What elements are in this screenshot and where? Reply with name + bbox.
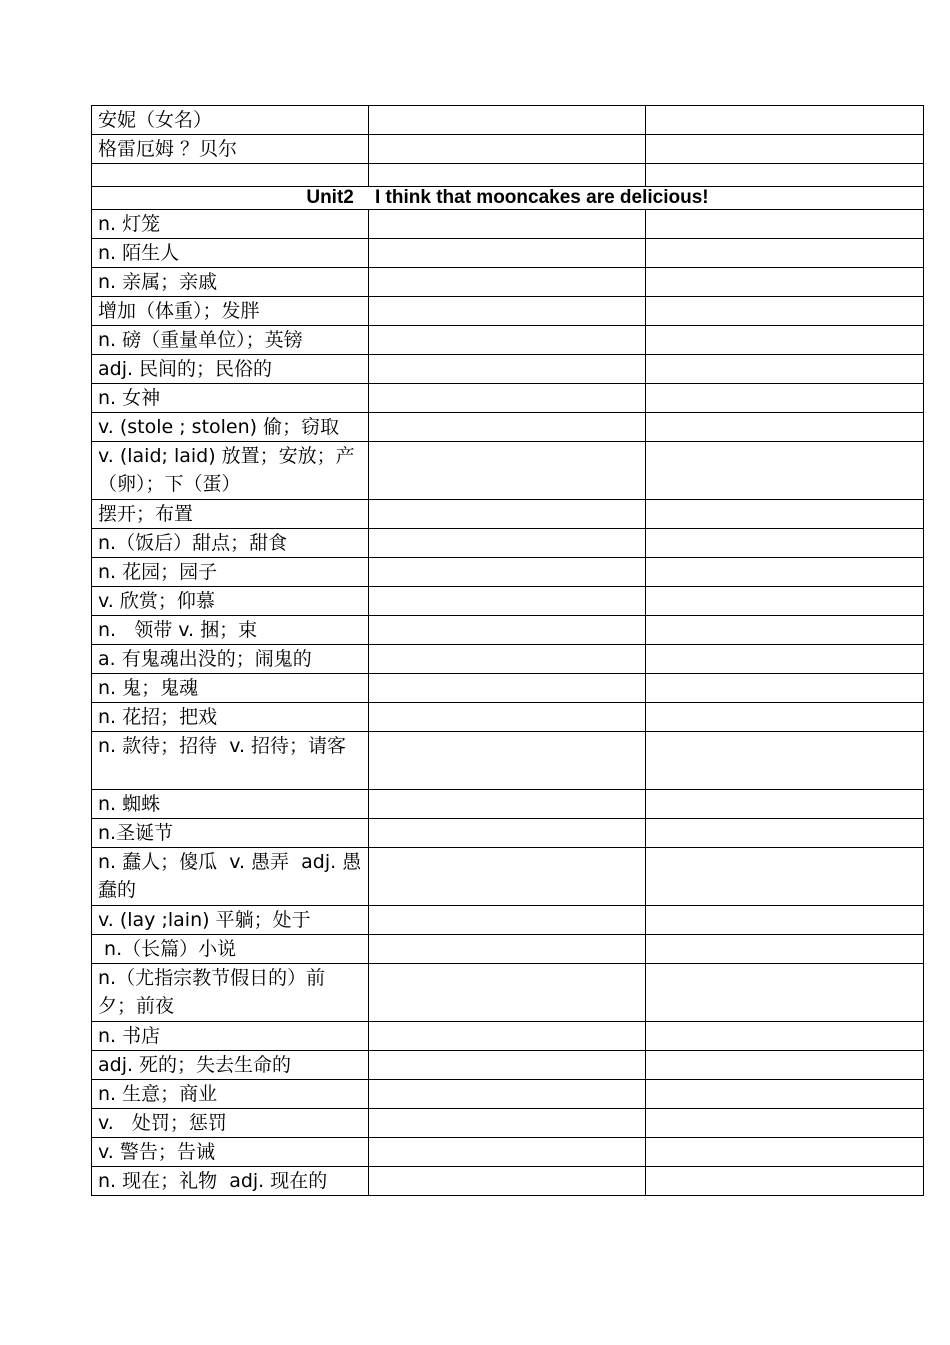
note-cell xyxy=(646,1109,924,1138)
word-cell xyxy=(369,674,646,703)
table-row xyxy=(92,616,924,645)
meaning-cell: n. 花园；园子 xyxy=(92,558,369,587)
meaning-cell: 安妮（女名） xyxy=(92,106,369,135)
note-cell xyxy=(646,703,924,732)
note-cell xyxy=(646,674,924,703)
table-row xyxy=(92,732,924,790)
word-cell xyxy=(369,935,646,964)
note-cell xyxy=(646,500,924,529)
note-cell xyxy=(646,645,924,674)
table-row xyxy=(92,1022,924,1051)
meaning-cell: adj. 民间的；民俗的 xyxy=(92,355,369,384)
table-row xyxy=(92,674,924,703)
note-cell xyxy=(646,1080,924,1109)
meaning-cell: n. 鬼；鬼魂 xyxy=(92,674,369,703)
table-row xyxy=(92,413,924,442)
meaning-cell: v. 处罚；惩罚 xyxy=(92,1109,369,1138)
word-cell xyxy=(369,442,646,500)
table-row xyxy=(92,384,924,413)
table-row xyxy=(92,326,924,355)
meaning-cell: n. 陌生人 xyxy=(92,239,369,268)
table-row xyxy=(92,819,924,848)
word-cell xyxy=(369,616,646,645)
note-cell xyxy=(646,297,924,326)
meaning-cell: adj. 死的；失去生命的 xyxy=(92,1051,369,1080)
table-row xyxy=(92,210,924,239)
note-cell xyxy=(646,1167,924,1196)
word-cell xyxy=(369,106,646,135)
table-row xyxy=(92,587,924,616)
meaning-cell: n. 灯笼 xyxy=(92,210,369,239)
meaning-cell: n.（尤指宗教节假日的）前夕；前夜 xyxy=(92,964,369,1022)
table-row xyxy=(92,268,924,297)
word-cell xyxy=(369,1167,646,1196)
table-row xyxy=(92,297,924,326)
note-cell xyxy=(646,964,924,1022)
word-cell xyxy=(369,790,646,819)
table-row xyxy=(92,1138,924,1167)
word-cell xyxy=(369,703,646,732)
meaning-cell: n. 蠢人；傻瓜 v. 愚弄 adj. 愚蠢的 xyxy=(92,848,369,906)
meaning-cell: n. 女神 xyxy=(92,384,369,413)
word-cell xyxy=(369,964,646,1022)
unit-heading-row xyxy=(92,187,924,210)
note-cell xyxy=(646,819,924,848)
meaning-cell: n. 款待；招待 v. 招待；请客 xyxy=(92,732,369,790)
word-cell xyxy=(369,558,646,587)
table-row xyxy=(92,790,924,819)
word-cell xyxy=(369,164,646,187)
table-row xyxy=(92,1109,924,1138)
note-cell xyxy=(646,164,924,187)
word-cell xyxy=(369,1138,646,1167)
meaning-cell: n.（饭后）甜点；甜食 xyxy=(92,529,369,558)
meaning-cell: v. 欣赏；仰慕 xyxy=(92,587,369,616)
note-cell xyxy=(646,529,924,558)
note-cell xyxy=(646,442,924,500)
word-cell xyxy=(369,732,646,790)
note-cell xyxy=(646,239,924,268)
table-row xyxy=(92,1051,924,1080)
note-cell xyxy=(646,790,924,819)
table-row xyxy=(92,500,924,529)
meaning-cell: n.圣诞节 xyxy=(92,819,369,848)
note-cell xyxy=(646,326,924,355)
table-row xyxy=(92,1080,924,1109)
meaning-cell: 格雷厄姆 ？贝尔 xyxy=(92,135,369,164)
table-row xyxy=(92,355,924,384)
table-row xyxy=(92,703,924,732)
note-cell xyxy=(646,587,924,616)
word-cell xyxy=(369,645,646,674)
note-cell xyxy=(646,1138,924,1167)
meaning-cell: n. 磅（重量单位）；英镑 xyxy=(92,326,369,355)
meaning-cell: v. (laid; laid) 放置；安放；产（卵）；下（蛋） xyxy=(92,442,369,500)
word-cell xyxy=(369,906,646,935)
vocabulary-table-body xyxy=(92,106,924,1196)
table-row xyxy=(92,964,924,1022)
word-cell xyxy=(369,819,646,848)
note-cell xyxy=(646,355,924,384)
table-row xyxy=(92,1167,924,1196)
note-cell xyxy=(646,268,924,297)
meaning-cell: v. 警告；告诫 xyxy=(92,1138,369,1167)
note-cell xyxy=(646,413,924,442)
meaning-cell: v. (lay ;lain) 平躺；处于 xyxy=(92,906,369,935)
table-row xyxy=(92,239,924,268)
table-row xyxy=(92,906,924,935)
meaning-cell: n. 书店 xyxy=(92,1022,369,1051)
note-cell xyxy=(646,106,924,135)
word-cell xyxy=(369,268,646,297)
word-cell xyxy=(369,326,646,355)
note-cell xyxy=(646,1051,924,1080)
word-cell xyxy=(369,1051,646,1080)
word-cell xyxy=(369,135,646,164)
table-row xyxy=(92,442,924,500)
table-row xyxy=(92,935,924,964)
unit-heading: Unit2 I think that mooncakes are delicious! xyxy=(92,187,924,210)
table-row xyxy=(92,848,924,906)
note-cell xyxy=(646,1022,924,1051)
word-cell xyxy=(369,1022,646,1051)
meaning-cell: 摆开；布置 xyxy=(92,500,369,529)
meaning-cell: n.（长篇）小说 xyxy=(92,935,369,964)
word-cell xyxy=(369,239,646,268)
meaning-cell: n. 亲属；亲戚 xyxy=(92,268,369,297)
table-row xyxy=(92,135,924,164)
word-cell xyxy=(369,384,646,413)
meaning-cell: n. 现在；礼物 adj. 现在的 xyxy=(92,1167,369,1196)
note-cell xyxy=(646,384,924,413)
word-cell xyxy=(369,210,646,239)
table-row xyxy=(92,645,924,674)
note-cell xyxy=(646,558,924,587)
word-cell xyxy=(369,355,646,384)
note-cell xyxy=(646,210,924,239)
word-cell xyxy=(369,587,646,616)
meaning-cell: 增加（体重）；发胖 xyxy=(92,297,369,326)
meaning-cell: a. 有鬼魂出没的；闹鬼的 xyxy=(92,645,369,674)
note-cell xyxy=(646,935,924,964)
meaning-cell: n. 领带 v. 捆；束 xyxy=(92,616,369,645)
word-cell xyxy=(369,500,646,529)
meaning-cell: n. 蜘蛛 xyxy=(92,790,369,819)
meaning-cell: v. (stole ; stolen) 偷；窃取 xyxy=(92,413,369,442)
note-cell xyxy=(646,135,924,164)
vocabulary-table xyxy=(91,105,924,1196)
word-cell xyxy=(369,848,646,906)
meaning-cell xyxy=(92,164,369,187)
note-cell xyxy=(646,732,924,790)
table-row xyxy=(92,106,924,135)
word-cell xyxy=(369,413,646,442)
table-row xyxy=(92,558,924,587)
note-cell xyxy=(646,616,924,645)
word-cell xyxy=(369,297,646,326)
note-cell xyxy=(646,848,924,906)
table-row xyxy=(92,529,924,558)
table-row xyxy=(92,164,924,187)
meaning-cell: n. 生意；商业 xyxy=(92,1080,369,1109)
meaning-cell: n. 花招；把戏 xyxy=(92,703,369,732)
word-cell xyxy=(369,1080,646,1109)
word-cell xyxy=(369,1109,646,1138)
note-cell xyxy=(646,906,924,935)
word-cell xyxy=(369,529,646,558)
